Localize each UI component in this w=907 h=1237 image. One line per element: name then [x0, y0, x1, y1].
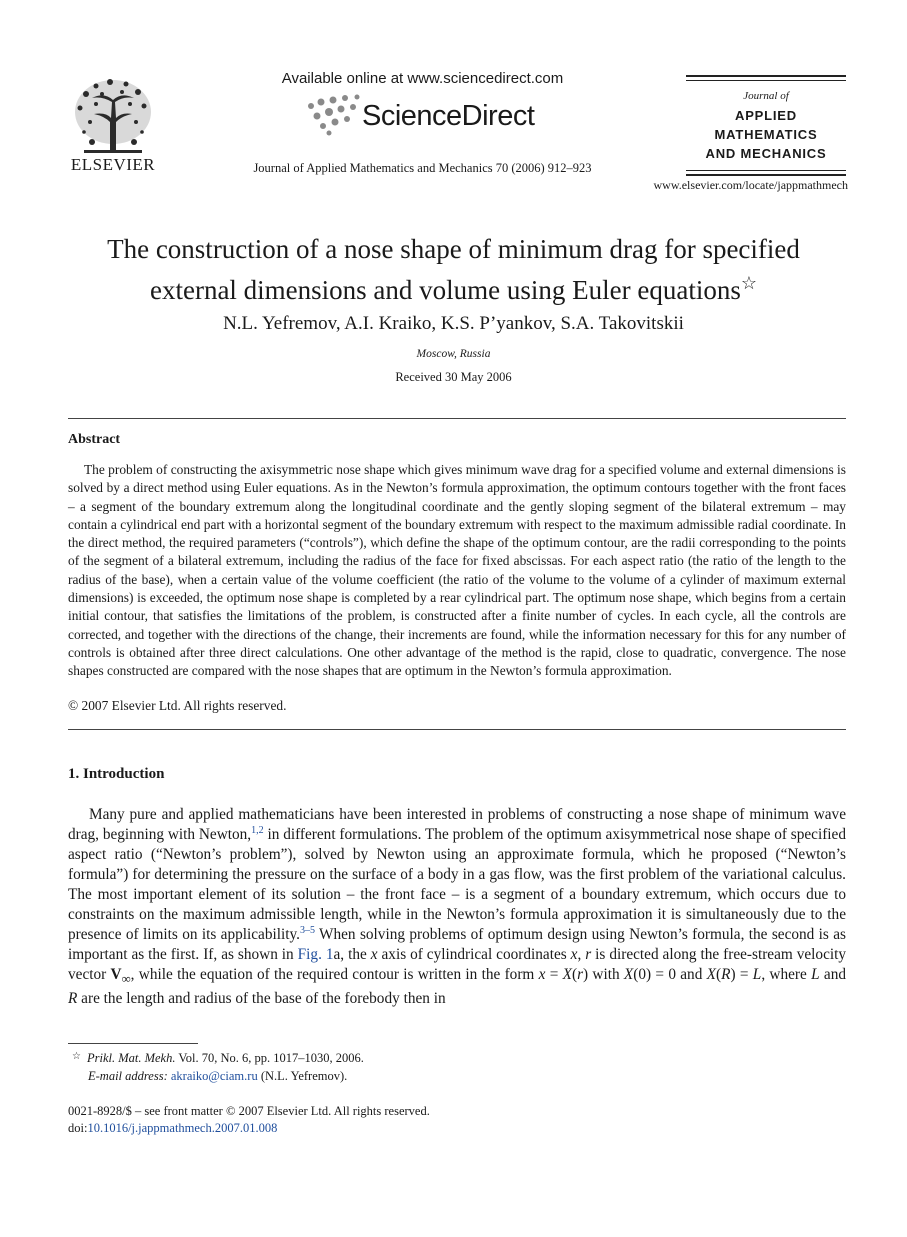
math-symbol: r	[577, 966, 584, 983]
intro-text: in different formulations. The problem of the optimum axisymmetrical nose shape of specified aspect ratio (“Newton’s problem”), solved by Newton using an approximate formula, which he proposed (“Newton’s formula”) for determining the pressure on the surface of a body in a gas flow, was the first problem of the variational calculus. The most important element of its solution – the front face – is a segment of a boundary extremum, which occurs due to constraints on the maximum admissible length, while in the Newton’s formula approximation it is simultaneously due to the presence of limits on its applicability.	[68, 826, 846, 943]
divider	[68, 418, 846, 419]
figure-link[interactable]: Fig. 1	[297, 946, 334, 963]
issn-line: 0021-8928/$ – see front matter © 2007 Elsevier Ltd. All rights reserved.	[68, 1104, 430, 1118]
math-symbol: x	[538, 966, 546, 983]
math-symbol: R	[721, 966, 731, 983]
journal-source: Prikl. Mat. Mekh.	[86, 1051, 176, 1065]
available-online-text: Available online at www.sciencedirect.com	[281, 70, 564, 87]
intro-text: (0) = 0 and	[633, 966, 707, 983]
doi-label: doi:	[68, 1121, 88, 1135]
abstract-heading: Abstract	[68, 432, 121, 447]
doi-link[interactable]: 10.1016/j.jappmathmech.2007.01.008	[87, 1121, 278, 1135]
introduction-paragraph	[68, 805, 846, 1009]
title-line-text: external dimensions and volume using Euler equations	[149, 275, 741, 305]
intro-text: are the length and radius of the base of the forebody then in	[77, 990, 446, 1008]
footnote-email	[88, 1069, 347, 1084]
intro-text: , while the equation of the required contour is written in the form	[130, 966, 539, 983]
math-symbol: =	[545, 966, 563, 983]
journal-title-line: AND MECHANICS	[705, 146, 827, 161]
footnote-source	[72, 1051, 364, 1066]
email-label: E-mail address:	[88, 1069, 168, 1083]
intro-text: ,	[577, 946, 586, 963]
title-line: The construction of a nose shape of minimum drag for specified	[107, 234, 800, 264]
section-heading: 1. Introduction	[68, 766, 165, 782]
intro-text: is directed along the free-stream velocity vector	[68, 946, 847, 983]
intro-text: When solving problems of optimum design using Newton’s formula, the second is as important as the first. If, as shown in	[68, 926, 846, 963]
email-owner: (N.L. Yefremov).	[257, 1069, 348, 1083]
intro-text: , where	[761, 966, 812, 983]
divider	[68, 729, 846, 730]
affiliation: Moscow, Russia	[416, 348, 491, 360]
math-symbol: (	[716, 966, 722, 983]
author-list: N.L. Yefremov, A.I. Kraiko, K.S. P’yankov, S.A. Takovitskii	[223, 313, 684, 334]
math-symbol: ) =	[730, 966, 753, 983]
math-symbol: V	[110, 966, 122, 983]
math-symbol: L	[752, 966, 762, 983]
math-symbol: (	[571, 966, 578, 983]
source-details: Vol. 70, No. 6, pp. 1017–1030, 2006.	[175, 1051, 364, 1065]
math-symbol: X	[562, 966, 572, 983]
title-footnote-mark[interactable]: ☆	[740, 273, 758, 293]
journal-box-rule	[686, 80, 846, 81]
footnote-mark: ☆	[72, 1051, 81, 1062]
reference-link[interactable]: 3–5	[299, 924, 315, 936]
journal-citation: Journal of Applied Mathematics and Mechanics 70 (2006) 912–923	[253, 161, 592, 175]
publisher-wordmark: ELSEVIER	[70, 155, 156, 174]
math-symbol: x	[370, 946, 378, 963]
title-line	[60, 266, 847, 307]
journal-title-block	[680, 106, 852, 163]
math-symbol: ∞	[121, 972, 131, 987]
math-symbol: X	[706, 966, 717, 983]
journal-box-rule	[686, 174, 846, 176]
intro-text: axis of cylindrical coordinates	[377, 946, 571, 963]
abstract-body: The problem of constructing the axisymmetric nose shape which gives minimum wave drag for a specified volume and external dimensions is solved by a direct method using Euler equations. As in the Newton’s formula approximation, the optimum contours together with the front faces – a segment of the boundary extremum along the longitudinal coordinate and the gently sloping segment of the bilateral extremum – may contain a cylindrical end part with a horizontal segment of the boundary extremum with respect to the maximum admissible radial coordinate. In the direct method, the required parameters (“controls”), which define the shape of the optimum contour, are the radii corresponding to the points of the segment of a bilateral extremum, including the radius of the face for fixed abscissas. For each aspect ratio (the ratio of the length to the radius of the base), when a certain value of the volume coefficient (the ratio of the volume to the volume of a cylinder of maximum external dimensions) is exceeded, the optimum nose shape is completed by a rear cylindrical part. The optimum nose shape, which begins from a certain initial contour, that satisfies the limitations of the problem, is constructed after a finite number of cycles. In each cycle, all the controls are corrected, and together with the directions of the change, their increments are found, while the information necessary for this for any number of controls is obtained after three direct calculations. One other advantage of the method is the rapid, close to quadratic, convergence. The nose shapes constructed are compared with the nose shapes that are optimum in the Newton’s formula approximation.	[68, 462, 846, 679]
journal-of-label: Journal of	[743, 90, 789, 102]
math-symbol: L	[811, 966, 820, 983]
math-symbol: r	[585, 946, 592, 963]
journal-url-link[interactable]: www.elsevier.com/locate/jappmathmech	[653, 178, 848, 192]
sciencedirect-wordmark: ScienceDirect	[362, 100, 535, 132]
math-symbol: R	[68, 990, 78, 1008]
doi-line	[68, 1121, 277, 1136]
journal-box-rule	[686, 170, 846, 171]
journal-title-line: MATHEMATICS	[714, 127, 818, 142]
received-date: Received 30 May 2006	[395, 370, 512, 384]
math-symbol: X	[623, 966, 634, 983]
math-symbol: x	[570, 946, 578, 963]
email-link[interactable]: akraiko@ciam.ru	[170, 1069, 258, 1083]
intro-text: a, the	[333, 946, 371, 963]
reference-link[interactable]: 1,2	[251, 824, 264, 836]
intro-text: and	[819, 966, 846, 983]
intro-text: Many pure and applied mathematicians have been interested in problems of constructing a nose shape of minimum wave drag, beginning with Newton,	[68, 806, 846, 843]
journal-box-rule	[686, 75, 846, 77]
abstract-copyright: © 2007 Elsevier Ltd. All rights reserved.	[68, 698, 287, 713]
article-title	[60, 232, 847, 307]
intro-text: ) with	[583, 966, 624, 983]
journal-title-line: APPLIED	[735, 108, 797, 123]
footnote-rule	[68, 1043, 198, 1044]
